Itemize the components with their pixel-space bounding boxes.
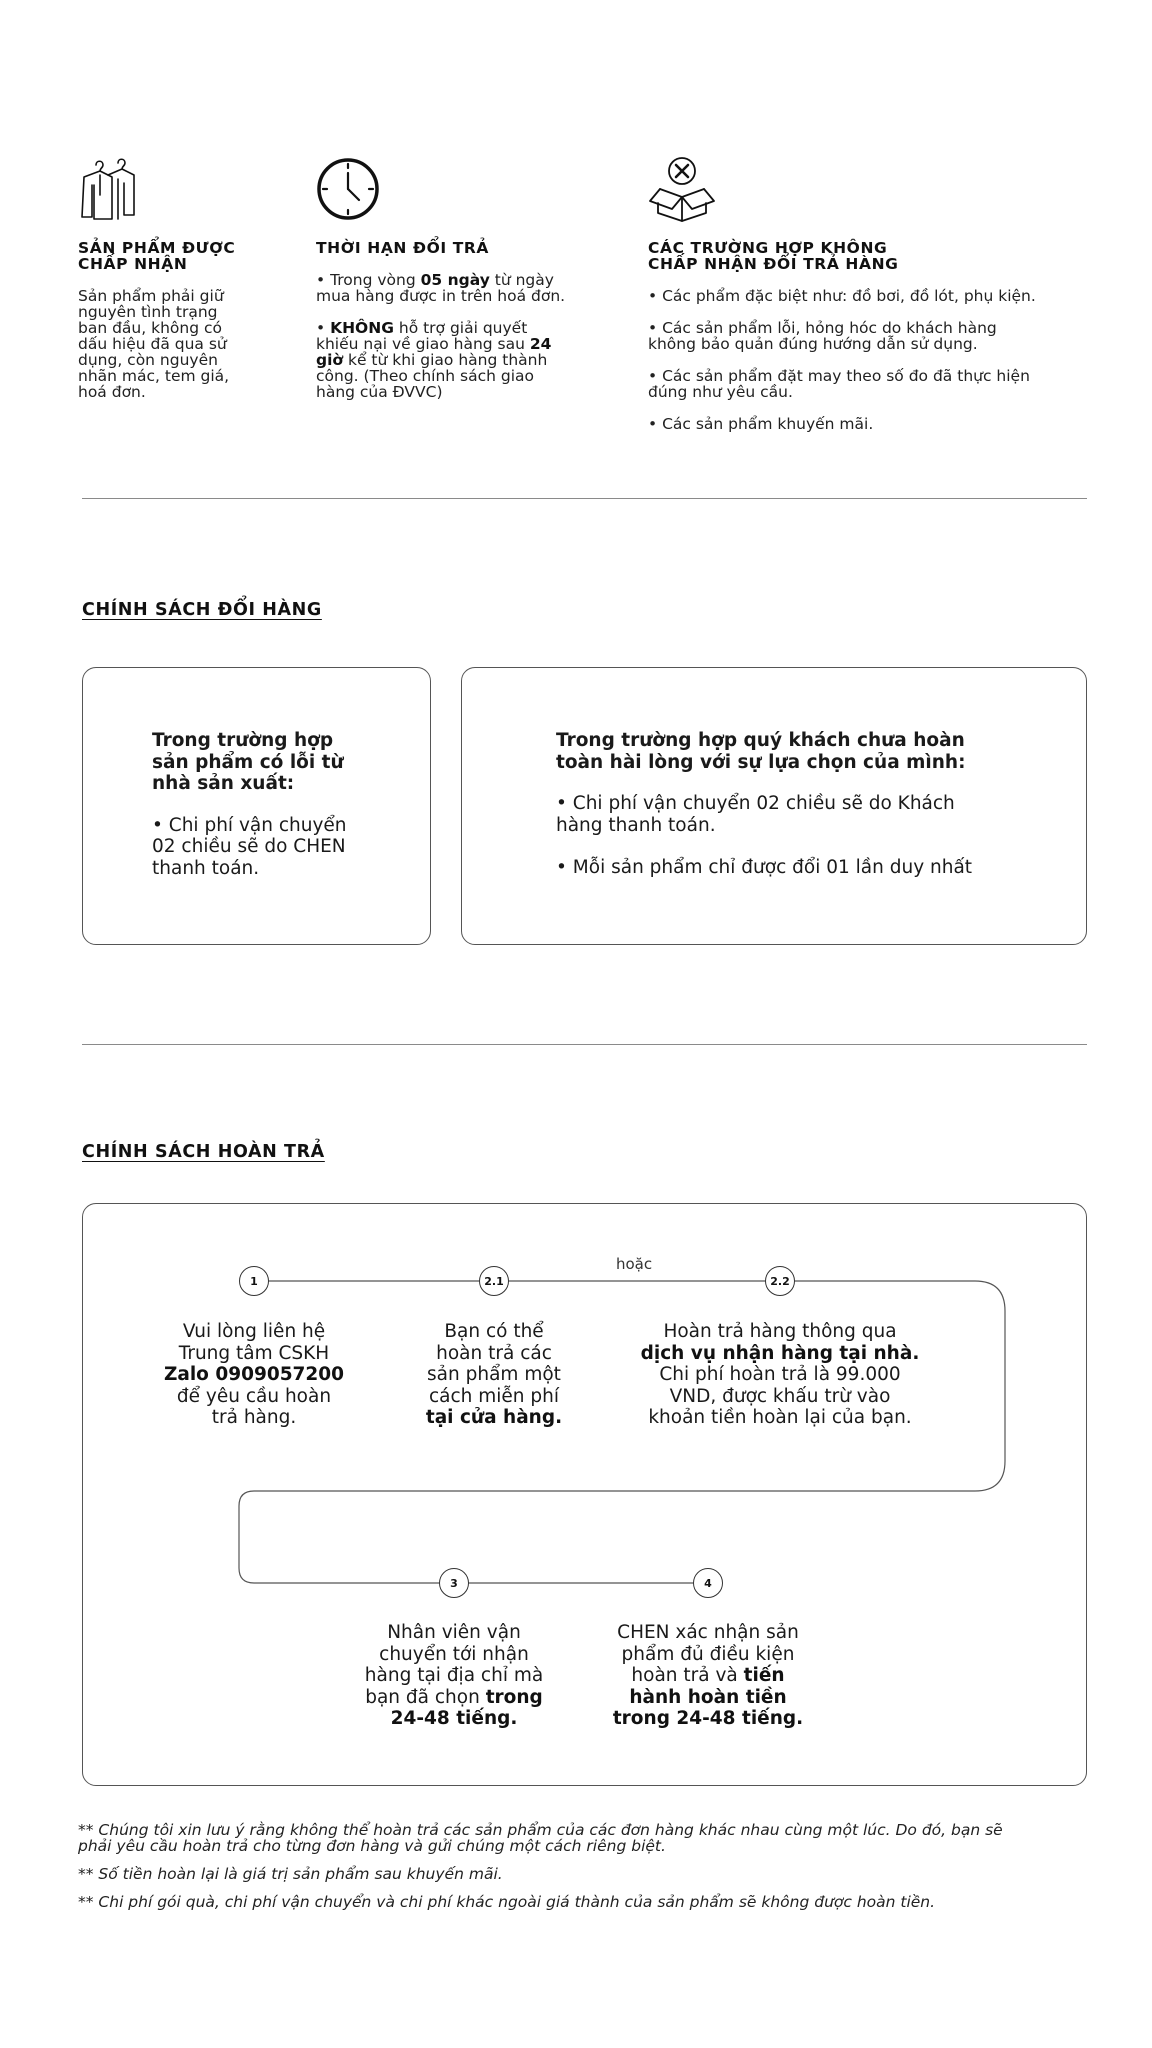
not-accepted-title: CÁC TRƯỜNG HỢP KHÔNG CHẤP NHẬN ĐỔI TRẢ HÀNG bbox=[648, 239, 899, 273]
exchange-policy-title: CHÍNH SÁCH ĐỔI HÀNG bbox=[82, 600, 322, 620]
return-period-title: THỜI HẠN ĐỔI TRẢ bbox=[316, 239, 490, 257]
list-item: • Các phẩm đặc biệt như: đồ bơi, đồ lót, phụ kiện. bbox=[648, 287, 1036, 305]
step-4-badge: 4 bbox=[693, 1568, 723, 1598]
exchange-defect-text: Trong trường hợp sản phẩm có lỗi từ nhà sản xuất: • Chi phí vận chuyển 02 chiều sẽ do CHEN thanh toán. bbox=[152, 730, 347, 879]
step-2-2-text: Hoàn trả hàng thông qua dịch vụ nhận hàng tại nhà. Chi phí hoàn trả là 99.000 VND, được khấu trừ vào khoản tiền hoàn lại của bạn. bbox=[640, 1321, 920, 1428]
accepted-products-text: Sản phẩm phải giữ nguyên tình trạng ban đầu, không có dấu hiệu đã qua sử dụng, còn nguyên nhãn mác, tem giá, hoá đơn. bbox=[78, 287, 230, 401]
refund-notes bbox=[78, 1822, 1098, 1922]
accepted-products-title: SẢN PHẨM ĐƯỢC CHẤP NHẬN bbox=[78, 239, 236, 273]
note-item: ** Số tiền hoàn lại là giá trị sản phẩm sau khuyến mãi. bbox=[78, 1865, 503, 1883]
list-item: • Các sản phẩm khuyến mãi. bbox=[648, 415, 874, 433]
step-3-text: Nhân viên vận chuyển tới nhận hàng tại địa chỉ mà bạn đã chọn trong 24-48 tiếng. bbox=[364, 1622, 544, 1729]
note-item: ** Chi phí gói quà, chi phí vận chuyển và chi phí khác ngoài giá thành của sản phẩm sẽ không được hoàn tiền. bbox=[78, 1893, 936, 1911]
note-item: ** Chúng tôi xin lưu ý rằng không thể hoàn trả các sản phẩm của các đơn hàng khác nhau cùng một lúc. Do đó, bạn sẽ phải yêu cầu hoàn trả cho từng đơn hàng và gửi chúng một cách riêng biệt. bbox=[78, 1821, 1003, 1855]
list-item: • Các sản phẩm lỗi, hỏng hóc do khách hàng không bảo quản đúng hướng dẫn sử dụng. bbox=[648, 319, 997, 353]
step-1-badge: 1 bbox=[239, 1266, 269, 1296]
step-2-1-text: Bạn có thể hoàn trả các sản phẩm một cách miễn phí tại cửa hàng. bbox=[425, 1321, 563, 1428]
list-item: • Các sản phẩm đặt may theo số đo đã thực hiện đúng như yêu cầu. bbox=[648, 367, 1030, 401]
exchange-unsatisfied-text: Trong trường hợp quý khách chưa hoàn toàn hài lòng với sự lựa chọn của mình: • Chi phí vận chuyển 02 chiều sẽ do Khách hàng thanh toán. • Mỗi sản phẩm chỉ được đổi 01 lần duy nhất bbox=[556, 730, 973, 878]
or-label: hoặc bbox=[616, 1255, 653, 1273]
step-1-text: Vui lòng liên hệ Trung tâm CSKH Zalo 0909057200 để yêu cầu hoàn trả hàng. bbox=[163, 1321, 345, 1428]
return-period-text: • Trong vòng 05 ngày từ ngày mua hàng được in trên hoá đơn. • KHÔNG hỗ trợ giải quyết khiếu nại về giao hàng sau 24 giờ kể từ khi giao hàng thành công. (Theo chính sách giao hàng của ĐVVC) bbox=[316, 271, 566, 401]
step-2-2-badge: 2.2 bbox=[765, 1266, 795, 1296]
step-2-1-badge: 2.1 bbox=[479, 1266, 509, 1296]
refund-policy-title: CHÍNH SÁCH HOÀN TRẢ bbox=[82, 1142, 325, 1162]
step-4-text: CHEN xác nhận sản phẩm đủ điều kiện hoàn trả và tiến hành hoàn tiền trong 24-48 tiếng. bbox=[612, 1622, 804, 1729]
step-3-badge: 3 bbox=[439, 1568, 469, 1598]
